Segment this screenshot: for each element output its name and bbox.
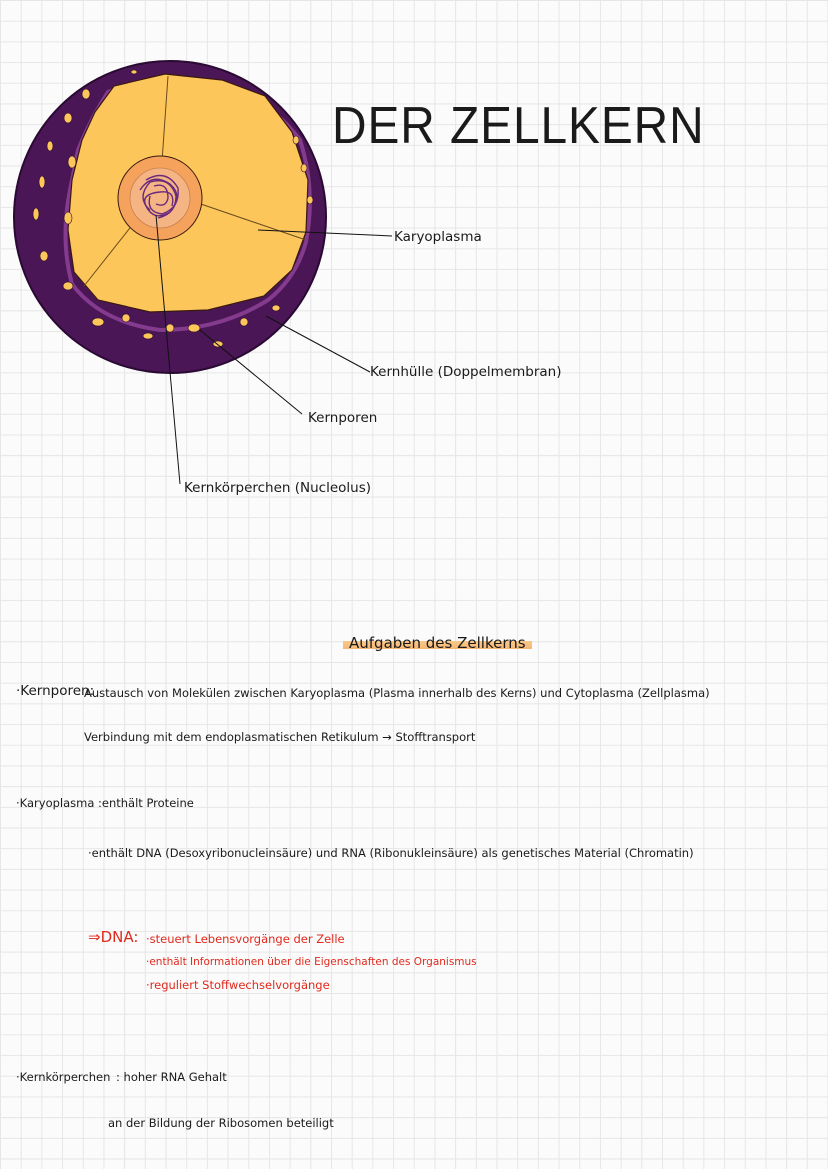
label-kernporen: Kernporen [308, 410, 378, 426]
label-karyoplasma: Karyoplasma [394, 229, 482, 245]
note-karyoplasma-line2: ·enthält DNA (Desoxyribonucleinsäure) und RNA (Ribonukleinsäure) als genetisches Material (Chromatin) [88, 846, 694, 860]
note-kernporen-line1: Austausch von Molekülen zwischen Karyoplasma (Plasma innerhalb des Kerns) und Cytoplasma (Zellplasma) [84, 686, 710, 700]
note-kernkoerperchen-term: ·Kernkörperchen [16, 1070, 111, 1084]
leader-line-kernhuelle [266, 316, 370, 372]
note-dna-item: ·enthält Informationen über die Eigenschaften des Organismus [146, 956, 477, 968]
label-kernkoerperchen: Kernkörperchen (Nucleolus) [184, 480, 372, 496]
note-kernporen-term: ·Kernporen: [16, 683, 95, 699]
page-title: DER ZELLKERN [332, 97, 705, 155]
nucleolus-inner [130, 168, 190, 228]
note-kernporen-line2: Verbindung mit dem endoplasmatischen Retikulum → Stofftransport [84, 730, 476, 744]
note-karyoplasma-term: ·Karyoplasma [16, 796, 95, 810]
nucleus-diagram [0, 0, 828, 520]
note-dna-item: ·steuert Lebensvorgänge der Zelle [146, 932, 345, 946]
note-karyoplasma-line1: :enthält Proteine [98, 796, 194, 810]
section-heading-text: Aufgaben des Zellkerns [343, 634, 532, 652]
note-dna-item: ·reguliert Stoffwechselvorgänge [146, 978, 330, 992]
label-kernhuelle: Kernhülle (Doppelmembran) [370, 364, 562, 380]
note-dna-term: ⇒DNA: [88, 928, 139, 946]
note-kernkoerperchen-line2: an der Bildung der Ribosomen beteiligt [108, 1116, 334, 1130]
note-kernkoerperchen-line1: : hoher RNA Gehalt [116, 1070, 227, 1084]
